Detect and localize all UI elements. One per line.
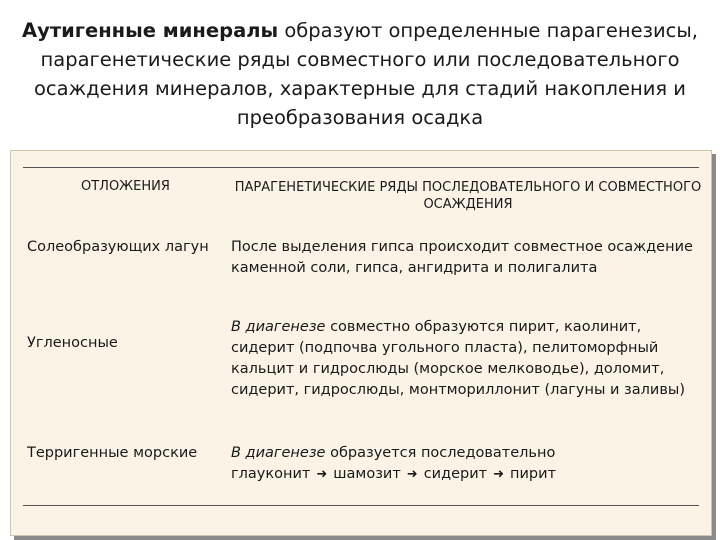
sequence-item: пирит — [510, 466, 557, 482]
slide-title — [20, 16, 700, 132]
diagenesis-label: В диагенезе — [231, 445, 326, 461]
title-text: образуют определенные парагенезисы, парагенетические ряды совместного или последовательного осаждения минералов, характерные для стадий накопления и преобразования осадка — [34, 19, 698, 129]
row-name-coal-bearing: Угленосные — [27, 335, 118, 351]
table-top-rule — [23, 167, 699, 168]
header-deposits: ОТЛОЖЕНИЯ — [81, 179, 170, 194]
terrigenous-description: образуется последовательно — [325, 445, 556, 461]
arrow-right-icon: ➜ — [406, 467, 418, 482]
table-bottom-rule — [23, 505, 699, 506]
sequence-item: шамозит — [333, 466, 401, 482]
arrow-right-icon: ➜ — [493, 467, 505, 482]
row-text-coal-bearing — [231, 317, 703, 401]
arrow-right-icon: ➜ — [316, 467, 328, 482]
diagenesis-label: В диагенезе — [231, 319, 326, 335]
row-text-salt-lagoons: После выделения гипса происходит совместное осаждение каменной соли, гипса, ангидрита и полигалита — [231, 239, 693, 276]
table-card — [10, 150, 712, 536]
row-name-salt-lagoons: Солеобразующих лагун — [27, 239, 209, 255]
sequence-item: сидерит — [423, 466, 488, 482]
sequence-item: глауконит — [231, 466, 311, 482]
row-name-terrigenous-marine: Терригенные морские — [27, 445, 198, 461]
row-text-terrigenous-marine — [231, 443, 703, 485]
header-parageneses: ПАРАГЕНЕТИЧЕСКИЕ РЯДЫ ПОСЛЕДОВАТЕЛЬНОГО И СОВМЕСТНОГО ОСАЖДЕНИЯ — [234, 180, 702, 212]
title-emphasis: Аутигенные минералы — [22, 19, 279, 42]
coal-bearing-description: совместно образуются пирит, каолинит, сидерит (подпочва угольного пласта), пелитоморфный кальцит и гидрослюды (морское мелководье), доломит, сидерит, гидрослюды, монтмориллонит (лагуны и заливы) — [231, 319, 685, 398]
